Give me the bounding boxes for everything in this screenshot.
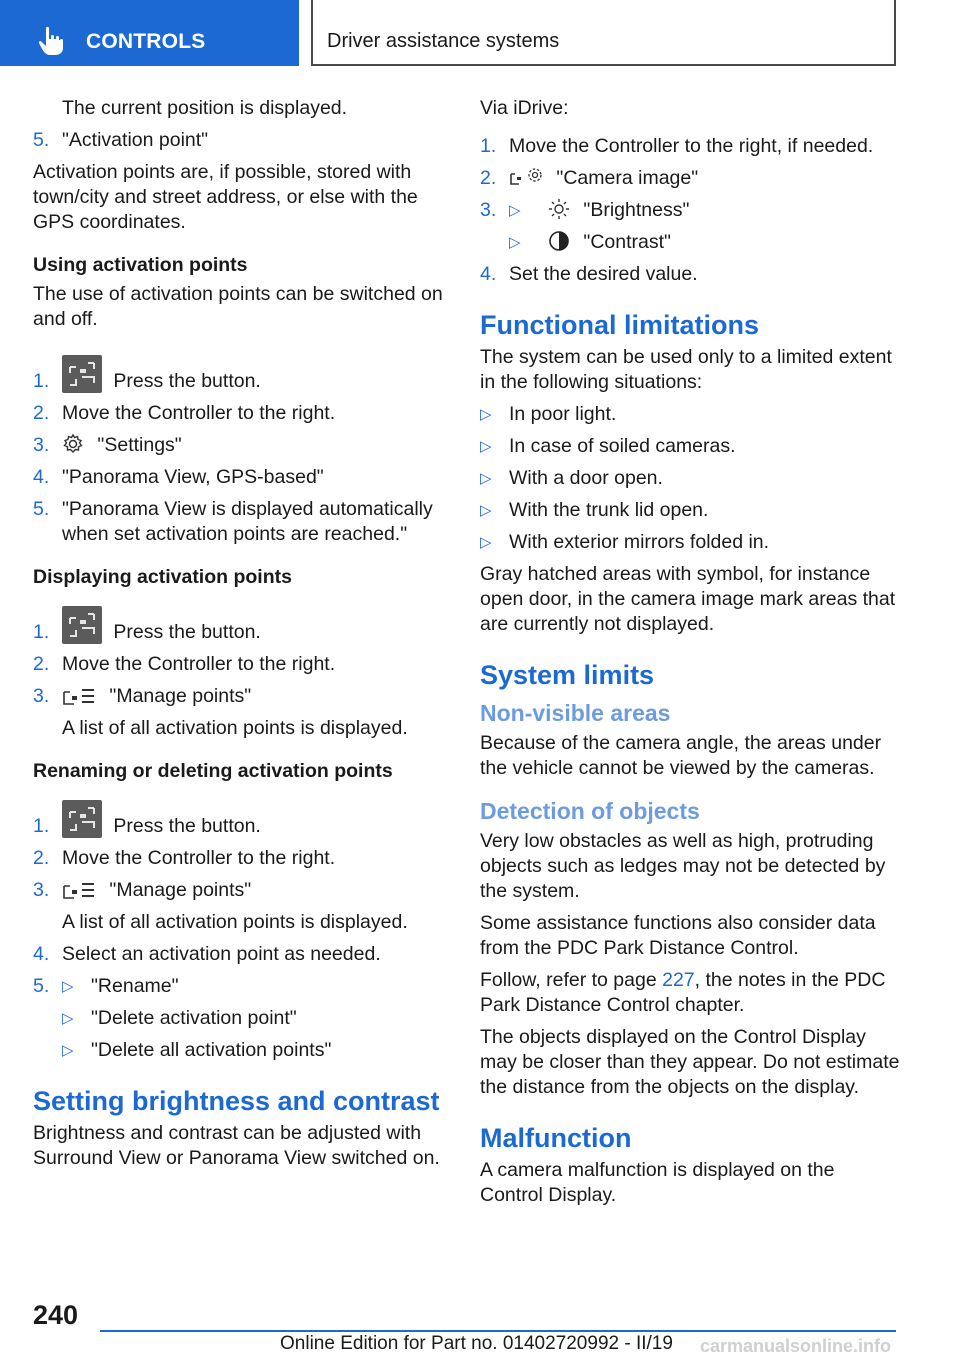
step-number: 2. bbox=[480, 167, 497, 189]
situation-item bbox=[480, 466, 900, 491]
chapter-title: Driver assistance systems bbox=[327, 30, 560, 52]
paragraph: The use of activation points can be switched on and off. bbox=[33, 283, 443, 330]
list-note: A list of all activation points is displayed. bbox=[62, 911, 408, 933]
step-text: "Activation point" bbox=[62, 129, 209, 151]
step-text: Move the Controller to the right. bbox=[62, 402, 336, 424]
via-idrive: Via iDrive: bbox=[480, 97, 569, 119]
triangle-right-icon: ▷ bbox=[480, 406, 492, 423]
step-number: 5. bbox=[33, 975, 50, 997]
step-number: 5. bbox=[33, 129, 50, 151]
step-text: Press the button. bbox=[113, 815, 261, 837]
position-note: The current position is displayed. bbox=[62, 97, 348, 119]
footer-divider bbox=[100, 1330, 896, 1332]
step-item bbox=[33, 684, 443, 709]
step-text: Press the button. bbox=[113, 621, 261, 643]
option-text: "Delete activation point" bbox=[91, 1007, 297, 1029]
step-number: 2. bbox=[33, 653, 50, 675]
option-text: "Rename" bbox=[91, 975, 179, 997]
step-text: Move the Controller to the right, if needed. bbox=[509, 135, 874, 157]
step-number: 5. bbox=[33, 498, 50, 520]
camera-button-icon bbox=[62, 355, 102, 393]
sun-icon bbox=[548, 198, 570, 220]
heading-system-limits: System limits bbox=[480, 660, 655, 690]
follow-suffix: , the notes in the PDC Park Distance Control chapter. bbox=[480, 969, 886, 1016]
step-item bbox=[480, 166, 900, 191]
triangle-right-icon: ▷ bbox=[480, 438, 492, 455]
heading-displaying-activation-points: Displaying activation points bbox=[33, 566, 292, 588]
heading-renaming-activation-points: Renaming or deleting activation points bbox=[33, 760, 393, 782]
step-text: Set the desired value. bbox=[509, 263, 698, 285]
step-number: 4. bbox=[33, 466, 50, 488]
step-item bbox=[480, 134, 900, 159]
step-number: 3. bbox=[33, 685, 50, 707]
step-item bbox=[33, 974, 443, 1063]
step-text: "Panorama View is displayed automatically when set activation points are reached." bbox=[62, 498, 433, 545]
situation-text: With exterior mirrors folded in. bbox=[509, 531, 770, 553]
step-item bbox=[33, 846, 443, 871]
option-text: "Delete all activation points" bbox=[91, 1039, 332, 1061]
option-item bbox=[509, 198, 900, 223]
step-number: 3. bbox=[33, 879, 50, 901]
step-text: "Panorama View, GPS-based" bbox=[62, 466, 324, 488]
step-item bbox=[33, 497, 443, 547]
gear-icon bbox=[62, 433, 84, 455]
step-number: 1. bbox=[33, 370, 50, 392]
option-text: "Brightness" bbox=[583, 199, 690, 221]
camera-settings-icon bbox=[509, 166, 543, 188]
hand-pointer-icon bbox=[38, 26, 64, 56]
step-item bbox=[33, 652, 443, 677]
step-item bbox=[33, 942, 443, 967]
step-number: 3. bbox=[33, 434, 50, 456]
left-column bbox=[33, 96, 443, 1178]
heading-malfunction: Malfunction bbox=[480, 1123, 632, 1153]
right-column bbox=[480, 96, 900, 1215]
heading-non-visible-areas: Non-visible areas bbox=[480, 700, 671, 726]
heading-setting-brightness: Setting brightness and contrast bbox=[33, 1086, 440, 1116]
camera-button-icon bbox=[62, 800, 102, 838]
step-number: 1. bbox=[33, 815, 50, 837]
step-item bbox=[33, 128, 443, 153]
contrast-icon bbox=[548, 230, 570, 252]
step-number: 1. bbox=[33, 621, 50, 643]
step-text: "Manage points" bbox=[109, 879, 252, 901]
manage-points-icon bbox=[62, 880, 96, 900]
triangle-right-icon: ▷ bbox=[509, 202, 521, 219]
situation-item bbox=[480, 530, 900, 555]
step-item bbox=[33, 606, 443, 645]
paragraph: The objects displayed on the Control Display may be closer than they appear. Do not estimate the distance from the objects on the display. bbox=[480, 1026, 900, 1098]
situation-text: In poor light. bbox=[509, 403, 617, 425]
paragraph: Because of the camera angle, the areas under the vehicle cannot be viewed by the cameras. bbox=[480, 732, 882, 779]
step-item bbox=[480, 262, 900, 287]
step-text: Move the Controller to the right. bbox=[62, 847, 336, 869]
step-text: Press the button. bbox=[113, 370, 261, 392]
manage-points-icon bbox=[62, 686, 96, 706]
step-text: "Manage points" bbox=[109, 685, 252, 707]
section-tab bbox=[0, 0, 299, 66]
option-item bbox=[62, 1006, 443, 1031]
section-label: CONTROLS bbox=[86, 30, 206, 53]
option-text: "Contrast" bbox=[583, 231, 671, 253]
option-item bbox=[509, 230, 900, 255]
step-number: 1. bbox=[480, 135, 497, 157]
page-link[interactable]: 227 bbox=[662, 969, 695, 991]
camera-button-icon bbox=[62, 606, 102, 644]
paragraph bbox=[480, 968, 900, 1018]
follow-prefix: Follow, refer to page bbox=[480, 969, 663, 991]
situation-text: With a door open. bbox=[509, 467, 663, 489]
option-item bbox=[62, 974, 443, 999]
paragraph: Some assistance functions also consider data from the PDC Park Distance Control. bbox=[480, 912, 876, 959]
step-number: 2. bbox=[33, 847, 50, 869]
triangle-right-icon: ▷ bbox=[480, 534, 492, 551]
step-item bbox=[33, 800, 443, 839]
step-number: 4. bbox=[480, 263, 497, 285]
paragraph: Activation points are, if possible, stored with town/city and street address, or else with the GPS coordinates. bbox=[33, 161, 418, 233]
step-text: Select an activation point as needed. bbox=[62, 943, 381, 965]
heading-detection-of-objects: Detection of objects bbox=[480, 798, 700, 824]
step-text: "Settings" bbox=[97, 434, 182, 456]
paragraph: A camera malfunction is displayed on the Control Display. bbox=[480, 1159, 835, 1206]
triangle-right-icon: ▷ bbox=[62, 978, 74, 995]
step-number: 3. bbox=[480, 199, 497, 221]
chapter-tab bbox=[311, 0, 896, 66]
step-number: 2. bbox=[33, 402, 50, 424]
triangle-right-icon: ▷ bbox=[62, 1042, 74, 1059]
page-header bbox=[0, 0, 960, 66]
step-number: 4. bbox=[33, 943, 50, 965]
situation-item bbox=[480, 434, 900, 459]
option-item bbox=[62, 1038, 443, 1063]
edition-text: Online Edition for Part no. 01402720992 - II/19 bbox=[280, 1333, 673, 1354]
step-item bbox=[33, 465, 443, 490]
situation-text: In case of soiled cameras. bbox=[509, 435, 736, 457]
step-text: "Camera image" bbox=[556, 167, 699, 189]
situation-text: With the trunk lid open. bbox=[509, 499, 709, 521]
step-item bbox=[33, 433, 443, 458]
situation-item bbox=[480, 402, 900, 427]
watermark: carmanualsonline.info bbox=[700, 1336, 892, 1356]
paragraph: The system can be used only to a limited extent in the following situations: bbox=[480, 346, 892, 393]
heading-functional-limitations: Functional limitations bbox=[480, 310, 760, 340]
step-text: Move the Controller to the right. bbox=[62, 653, 336, 675]
triangle-right-icon: ▷ bbox=[509, 234, 521, 251]
triangle-right-icon: ▷ bbox=[62, 1010, 74, 1027]
step-item bbox=[33, 355, 443, 394]
step-item bbox=[480, 198, 900, 255]
step-item bbox=[33, 401, 443, 426]
paragraph: Very low obstacles as well as high, protruding objects such as ledges may not be detected by the system. bbox=[480, 830, 886, 902]
situation-item bbox=[480, 498, 900, 523]
page-number: 240 bbox=[33, 1300, 79, 1330]
paragraph: Gray hatched areas with symbol, for instance open door, in the camera image mark areas that are currently not displayed. bbox=[480, 563, 896, 635]
step-item bbox=[33, 878, 443, 903]
heading-using-activation-points: Using activation points bbox=[33, 254, 248, 276]
triangle-right-icon: ▷ bbox=[480, 470, 492, 487]
paragraph: Brightness and contrast can be adjusted with Surround View or Panorama View switched on. bbox=[33, 1122, 440, 1169]
list-note: A list of all activation points is displayed. bbox=[62, 717, 408, 739]
triangle-right-icon: ▷ bbox=[480, 502, 492, 519]
